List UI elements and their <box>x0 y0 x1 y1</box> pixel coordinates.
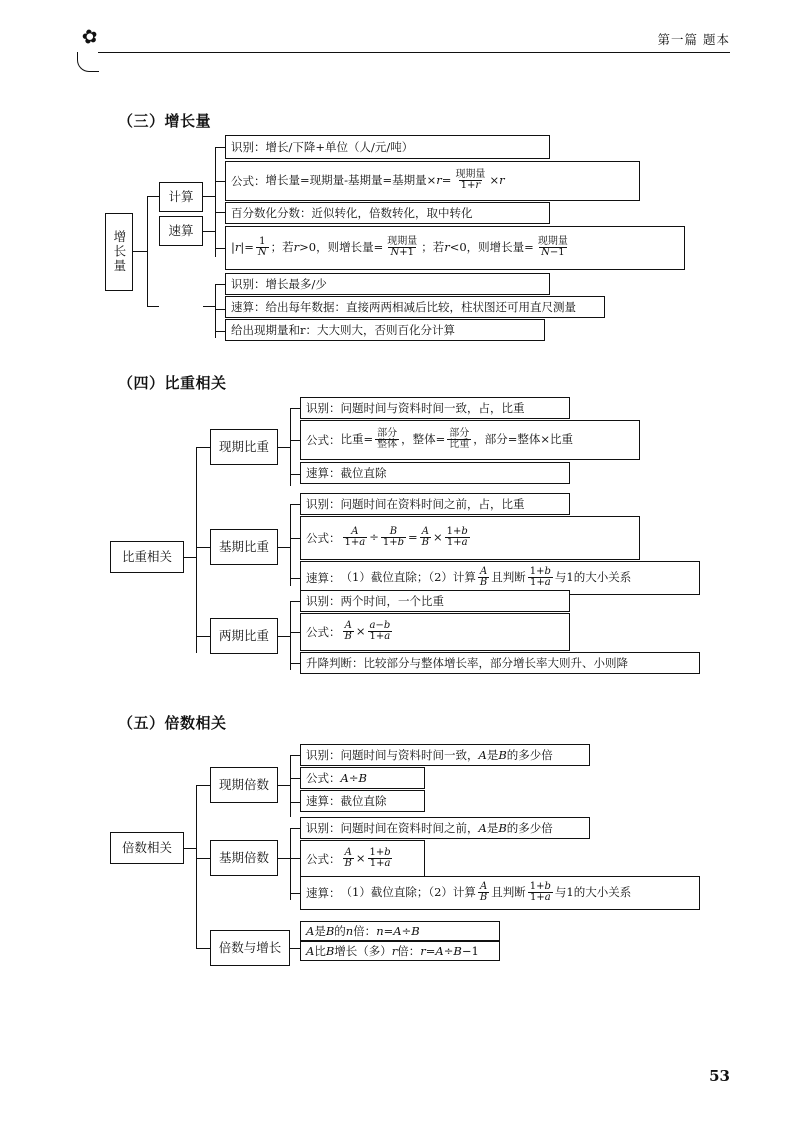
leaf-5-0-2 <box>300 790 425 812</box>
connector <box>278 785 290 786</box>
leaf-text: 两个时间，一个比重 <box>340 593 444 608</box>
connector <box>278 447 290 448</box>
connector <box>278 858 290 859</box>
connector <box>290 858 300 859</box>
leaf-text: $\frac{A}{1+a}$ ÷ $\frac{B}{1+b}$ = $\frac{A}{B}$ × $\frac{1+b}{1+a}$ <box>344 525 468 548</box>
leaf-5-1-2 <box>300 876 700 910</box>
leaf-text: 增长最多/少 <box>265 276 327 291</box>
connector <box>215 248 225 249</box>
connector <box>184 557 196 558</box>
leaf-tag: 公式： <box>306 530 341 545</box>
connector <box>215 147 225 148</box>
connector <box>196 785 210 786</box>
leaf-4-2-1 <box>300 613 570 651</box>
leaf-tag: 公式： <box>231 173 266 188</box>
leaf-tag: 公式： <box>306 770 341 785</box>
leaf-text: 截位直除 <box>340 793 387 808</box>
node-branch-4-2: 两期比重 <box>210 618 278 654</box>
leaf-tag: 公式： <box>306 432 341 447</box>
connector <box>290 504 300 505</box>
connector <box>290 828 291 900</box>
leaf-text: 问题时间与资料时间一致，占，比重 <box>340 400 525 415</box>
page-number: 53 <box>709 1067 730 1085</box>
section-heading-5: （五）倍数相关 <box>118 714 227 732</box>
leaf-3-1-1 <box>225 296 605 318</box>
connector <box>147 196 159 197</box>
leaf-text: 增长/下降+单位（人/元/吨） <box>265 139 414 154</box>
leaf-tag: 识别： <box>231 139 266 154</box>
leaf-tag: 公式： <box>306 624 341 639</box>
leaf-tag: 速算： <box>306 570 341 585</box>
connector <box>215 181 225 182</box>
connector <box>184 848 196 849</box>
connector <box>290 778 300 779</box>
connector <box>290 948 300 949</box>
connector <box>203 231 215 232</box>
connector <box>196 547 210 548</box>
leaf-5-1-1 <box>300 840 425 878</box>
connector <box>215 284 225 285</box>
connector <box>278 636 290 637</box>
leaf-3-0-3 <box>225 226 685 270</box>
leaf-text: 问题时间与资料时间一致，A是B的多少倍 <box>340 747 553 762</box>
leaf-text: （1）截位直除；（2）计算 $\frac{A}{B}$ 且判断 $\frac{1+b}{1+a}$ 与1的大小关系 <box>340 565 632 588</box>
connector <box>215 331 225 332</box>
connector <box>196 948 210 949</box>
connector <box>290 601 300 602</box>
connector <box>215 306 216 338</box>
leaf-text: 比重= $\frac{\text{部分}}{\text{整体}}$ ，整体= $\frac{\text{部分}}{\text{比重}}$ ，部分=整体×比重 <box>340 427 574 450</box>
connector <box>290 538 300 539</box>
leaf-tag: 升降判断： <box>306 655 364 670</box>
leaf-tag: 识别： <box>306 593 341 608</box>
node-branch-3-0: 计算 <box>159 182 203 212</box>
node-branch-5-1: 基期倍数 <box>210 840 278 876</box>
connector <box>196 636 210 637</box>
leaf-4-2-0 <box>300 590 570 612</box>
connector <box>215 212 216 257</box>
connector <box>203 306 215 307</box>
connector <box>196 447 210 448</box>
leaf-text: 给出现期量和r：大大则大，否则百化分计算 <box>231 322 455 337</box>
leaf-4-2-2 <box>300 652 700 674</box>
header-title: 第一篇 题本 <box>657 32 730 47</box>
leaf-tag: 速算： <box>306 885 341 900</box>
connector <box>290 474 300 475</box>
node-branch-4-1: 基期比重 <box>210 529 278 565</box>
leaf-tag: 公式： <box>306 851 341 866</box>
leaf-text: $\frac{A}{B}$ × $\frac{a-b}{1+a}$ <box>344 619 391 642</box>
connector <box>215 309 225 310</box>
connector <box>290 504 291 586</box>
connector <box>133 251 147 252</box>
leaf-tag: 识别： <box>306 820 341 835</box>
leaf-text: 比较部分与整体增长率，部分增长率大则升、小则降 <box>363 655 628 670</box>
leaf-text: A是B的n倍：n=A÷B <box>306 923 420 938</box>
leaf-5-2-0 <box>300 921 500 941</box>
connector <box>203 196 215 197</box>
leaf-tag: 速算： <box>306 465 341 480</box>
node-branch-4-0: 现期比重 <box>210 429 278 465</box>
connector <box>290 601 291 670</box>
leaf-3-0-1 <box>225 161 640 201</box>
node-root-3: 增长量 <box>105 213 133 291</box>
connector <box>147 196 148 306</box>
leaf-text: 增长量=现期量-基期量=基期量×r= $\frac{\text{现期量}}{1+r}$ ×r <box>265 168 505 191</box>
leaf-5-0-1 <box>300 767 425 789</box>
section-heading-3: （三）增长量 <box>118 112 212 130</box>
leaf-text: 给出每年数据：直接两两相减后比较，柱状图还可用直尺测量 <box>265 299 576 314</box>
leaf-text: |r|= $\frac{1}{N}$ ；若r>0，则增长量= $\frac{\text{现期量}}{N+1}$ ；若r<0，则增长量= $\frac{\text{现期量}}{N-1}$ <box>231 235 568 258</box>
connector <box>196 785 197 948</box>
leaf-tag: 识别： <box>231 276 266 291</box>
page-header <box>70 24 730 68</box>
connector <box>290 578 300 579</box>
leaf-tag: 识别： <box>306 400 341 415</box>
node-root-4: 比重相关 <box>110 541 184 573</box>
leaf-text: A÷B <box>340 770 367 785</box>
leaf-3-0-2 <box>225 202 550 224</box>
leaf-4-1-1 <box>300 516 640 560</box>
connector <box>215 284 216 306</box>
connector <box>290 802 300 803</box>
leaf-tag: 识别： <box>306 747 341 762</box>
leaf-5-0-0 <box>300 744 590 766</box>
connector <box>290 755 291 817</box>
node-branch-3-0-sub: 速算 <box>159 216 203 246</box>
leaf-4-1-0 <box>300 493 570 515</box>
connector <box>290 828 300 829</box>
connector <box>147 306 159 307</box>
leaf-tag: 识别： <box>306 496 341 511</box>
leaf-4-0-2 <box>300 462 570 484</box>
connector <box>196 447 197 653</box>
connector <box>290 893 300 894</box>
header-rule <box>98 52 730 53</box>
leaf-text: A比B增长（多）r倍：r=A÷B−1 <box>306 943 479 958</box>
spacer <box>159 291 203 321</box>
connector <box>290 632 300 633</box>
leaf-text: $\frac{A}{B}$ × $\frac{1+b}{1+a}$ <box>344 846 391 869</box>
leaf-5-1-0 <box>300 817 590 839</box>
leaf-tag: 速算： <box>306 793 341 808</box>
leaf-tag: 速算： <box>231 299 266 314</box>
connector <box>290 663 300 664</box>
node-branch-5-2: 倍数与增长 <box>210 930 290 966</box>
connector <box>215 212 225 213</box>
node-root-5: 倍数相关 <box>110 832 184 864</box>
section-heading-4: （四）比重相关 <box>118 374 227 392</box>
leaf-5-2-1 <box>300 941 500 961</box>
connector <box>278 547 290 548</box>
leaf-3-1-2 <box>225 319 545 341</box>
leaf-3-0-0 <box>225 135 550 159</box>
leaf-text: 截位直除 <box>340 465 387 480</box>
leaf-3-1-0 <box>225 273 550 295</box>
flower-ornament-icon: ✿ <box>79 24 100 50</box>
leaf-text: 问题时间在资料时间之前，A是B的多少倍 <box>340 820 553 835</box>
connector <box>290 440 300 441</box>
leaf-4-0-1 <box>300 420 640 460</box>
node-branch-5-0: 现期倍数 <box>210 767 278 803</box>
connector <box>290 408 300 409</box>
connector <box>290 755 300 756</box>
leaf-text: 百分数化分数：近似转化，倍数转化，取中转化 <box>231 205 473 220</box>
leaf-text: 问题时间在资料时间之前，占，比重 <box>340 496 525 511</box>
leaf-4-0-0 <box>300 397 570 419</box>
leaf-text: （1）截位直除；（2）计算 $\frac{A}{B}$ 且判断 $\frac{1+b}{1+a}$ 与1的大小关系 <box>340 880 632 903</box>
connector <box>196 858 210 859</box>
